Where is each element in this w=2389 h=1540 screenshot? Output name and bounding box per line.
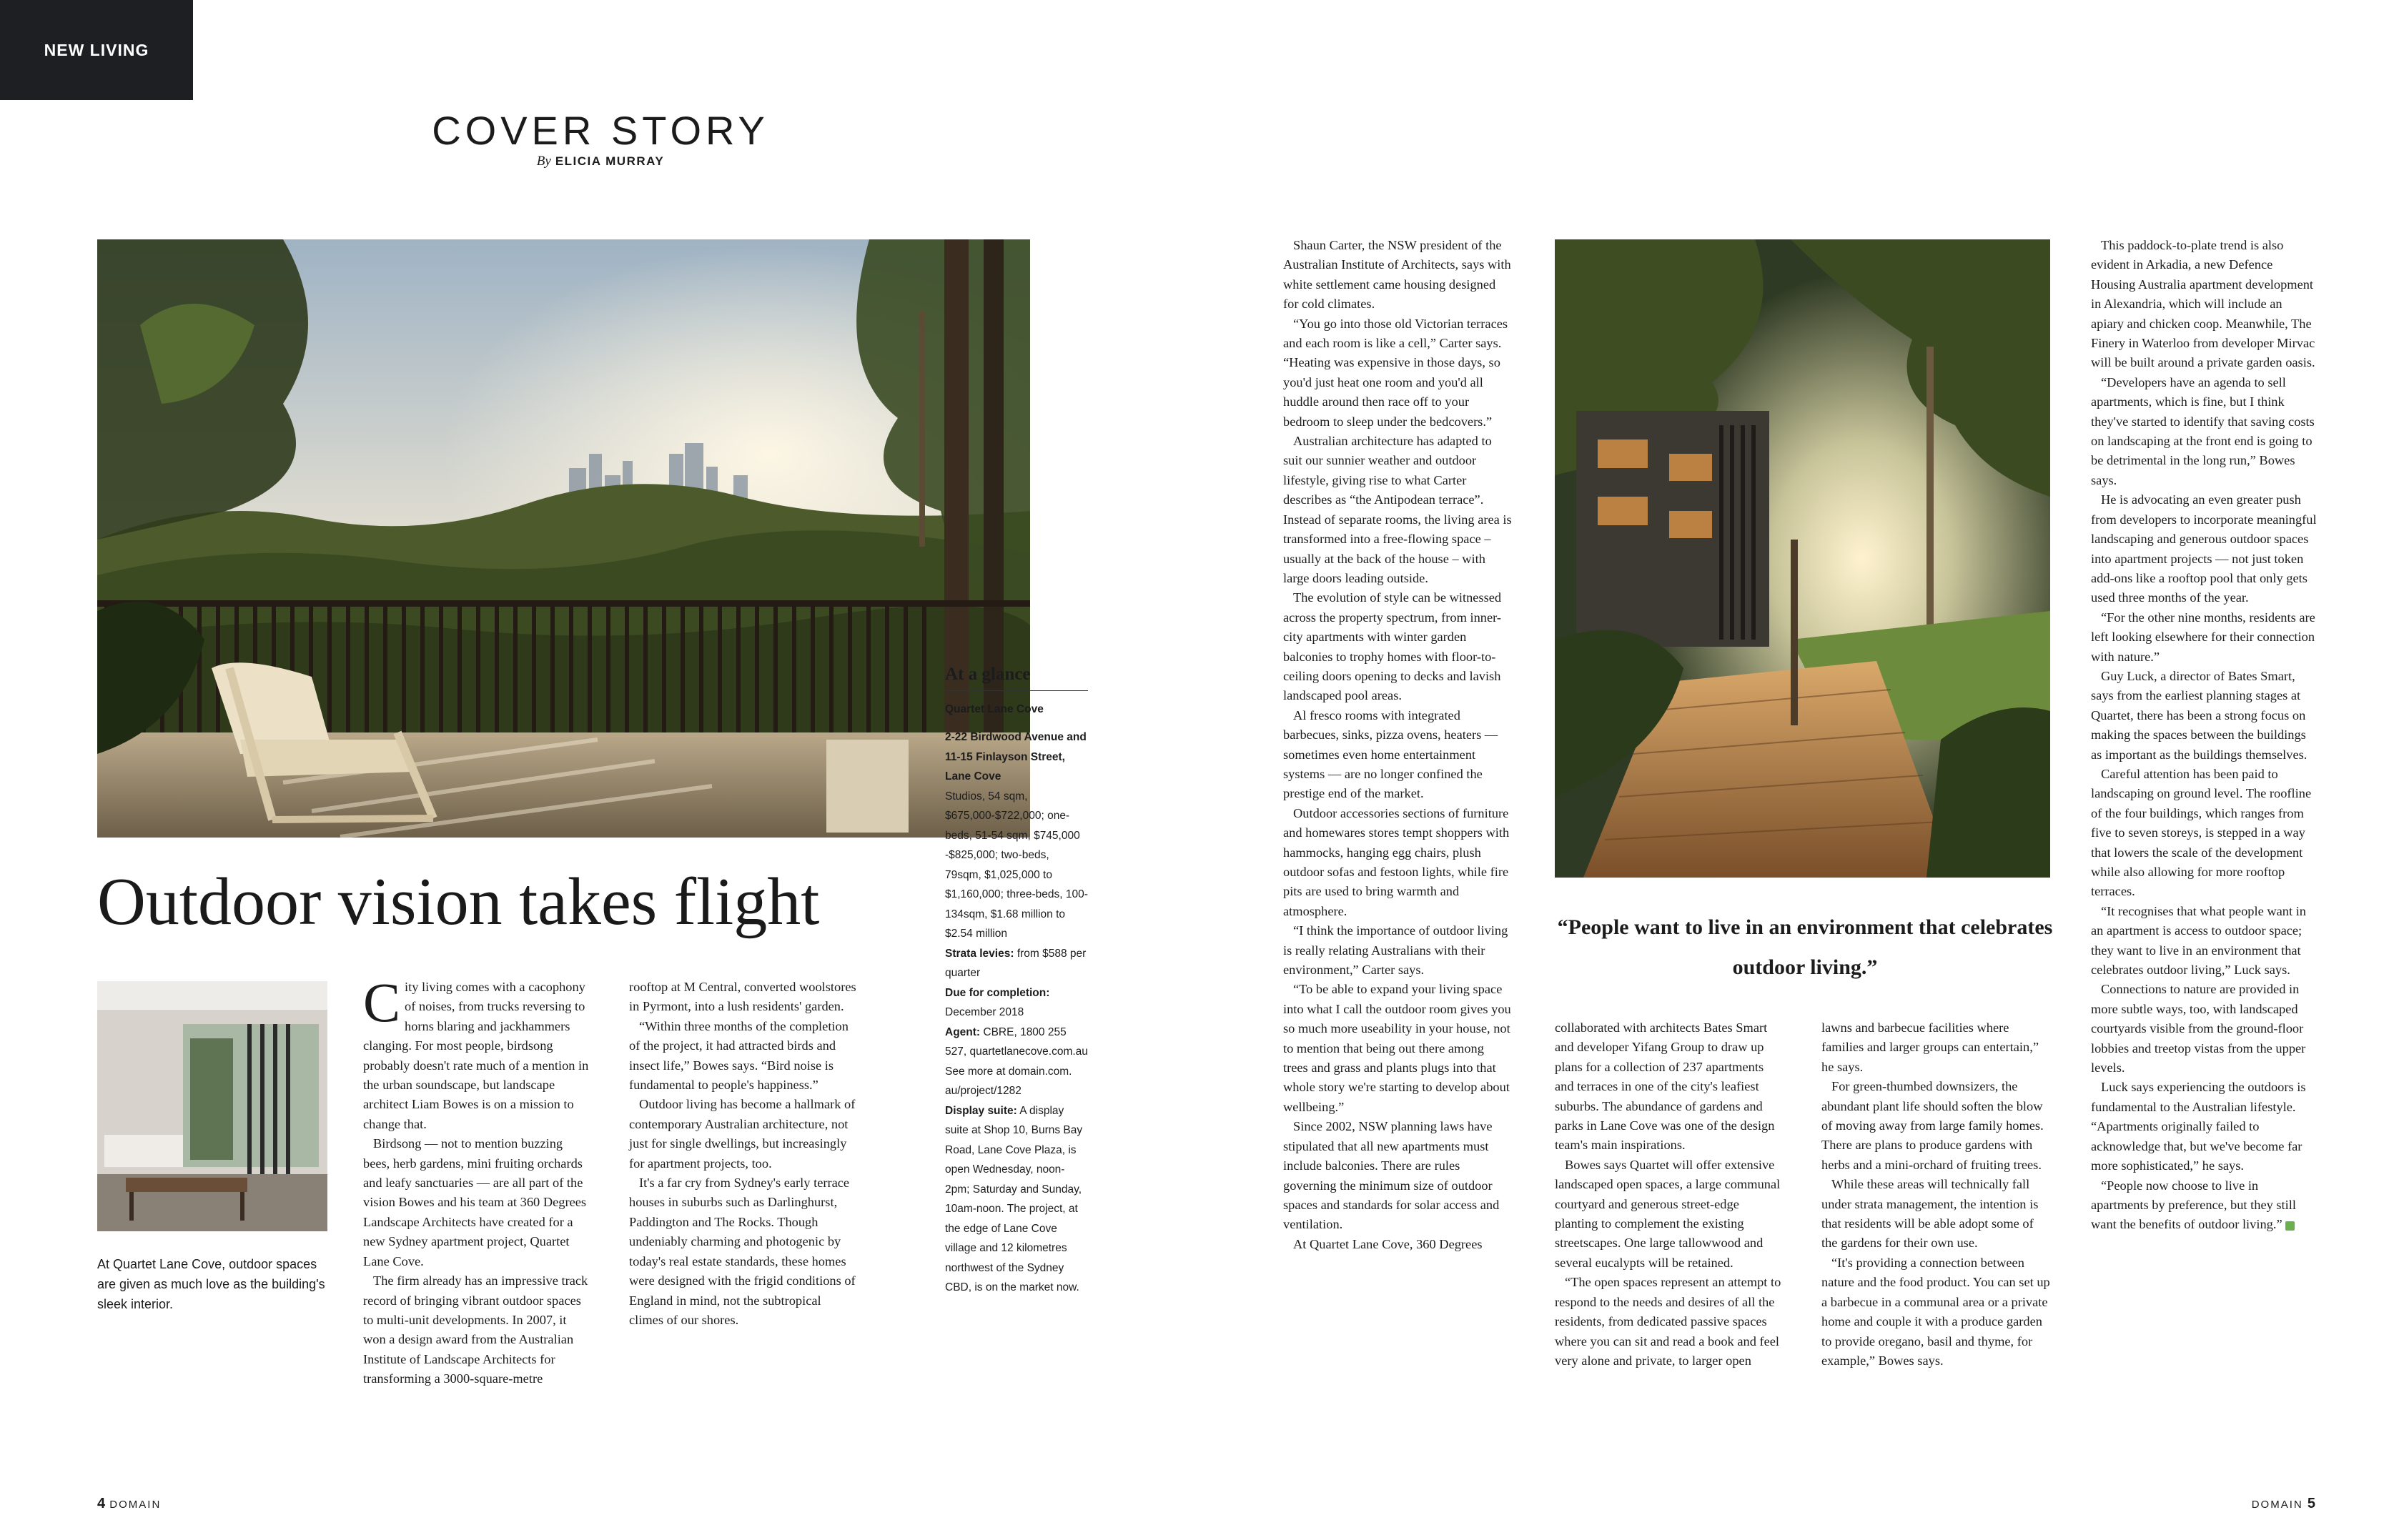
section-title: COVER STORY bbox=[432, 108, 769, 153]
paragraph bbox=[363, 971, 590, 1134]
paragraph: He is advocating an even greater push from developers to incorporate meaningful landscaping and generous outdoor spaces into apartment projects — not just token add-ons like a rooftop pool that only gets used three months of the year. bbox=[2091, 492, 2317, 605]
folio-label-left: DOMAIN bbox=[109, 1499, 162, 1511]
paragraph: “To be able to expand your living space into what I call the outdoor room gives you so much more useability in your house, not to mention that being out there among trees and grass and plants plugs into that whole story we're starting to develop about wellbeing.” bbox=[1283, 982, 1511, 1114]
agent-value: CBRE, 1800 255 527, quartetlanecove.com.au See more at domain.com. au/project/1282 bbox=[945, 1025, 1088, 1097]
paragraph: “Developers have an agenda to sell apartments, which is fine, but I think they've started to identify that saving costs on landscaping at the front end is going to be detrimental in the long run,” Bowes says. bbox=[2091, 374, 2315, 487]
garden-photo bbox=[1555, 239, 2050, 878]
paragraph: Careful attention has been paid to landscaping on ground level. The roofline of the four buildings, which ranges from five to seven storeys, is stepped in a way that lowers the scale of the development while also allowing for more rooftop terraces. bbox=[2091, 766, 2312, 899]
display-value: A display suite at Shop 10, Burns Bay Road, Lane Cove Plaza, is open Wednesday, noon-2pm; Saturday and Sunday, 10am-noon. The project, at the edge of Lane Cove village and 12 kilometres northwest of the Sydney CBD, is on the market now. bbox=[945, 1104, 1083, 1293]
paragraph: Shaun Carter, the NSW president of the Australian Institute of Architects, says with white settlement came housing designed for cold climates. bbox=[1283, 238, 1511, 312]
paragraph: “The open spaces represent an attempt to respond to the needs and desires of all the residents, from dedicated passive spaces where you can sit and read a book and feel very alone and private, to larger open bbox=[1555, 1275, 1781, 1368]
folio-label-right: DOMAIN bbox=[2251, 1499, 2303, 1511]
due-label: Due for completion: bbox=[945, 986, 1050, 999]
paragraph: Birdsong — not to mention buzzing bees, herb gardens, mini fruiting orchards and leafy sanctuaries — are all part of the vision Bowes and his team at 360 Degrees Landscape Architects have created for a new Sydney apartment project, Quartet Lane Cove. bbox=[363, 1136, 587, 1268]
photo-caption: At Quartet Lane Cove, outdoor spaces are given as much love as the building's sleek interior. bbox=[97, 1257, 325, 1311]
paragraph: While these areas will technically fall under strata management, the intention is that residents will be able adopt some of the gardens for their own use. bbox=[1821, 1177, 2039, 1251]
paragraph bbox=[2091, 1176, 2318, 1235]
glance-agent bbox=[945, 1023, 1088, 1101]
paragraph: “For the other nine months, residents are left looking elsewhere for their connection with nature.” bbox=[2091, 610, 2315, 664]
paragraph: The evolution of style can be witnessed across the property spectrum, from inner-city apartments with winter garden balconies to trophy homes with floor-to-ceiling doors opening to decks and lavish landscaped pool areas. bbox=[1283, 590, 1502, 703]
body-column-5 bbox=[1821, 1018, 2050, 1371]
hero-photo bbox=[97, 239, 1030, 838]
paragraph: At Quartet Lane Cove, 360 Degrees bbox=[1293, 1236, 1483, 1251]
folio-left bbox=[97, 1496, 161, 1512]
glance-project: Quartet Lane Cove bbox=[945, 702, 1044, 715]
paragraph: This paddock-to-plate trend is also evident in Arkadia, a new Defence Housing Australia apartment development in Alexandria, which will include an apiary and chicken coop. Meanwhile, The Finery in Waterloo from developer Mirvac will be built around a private garden oasis. bbox=[2091, 238, 2315, 370]
paragraph: “It's providing a connection between nature and the food product. You can set up a barbecue in a communal area or a private home and couple it with a produce garden to provide oregano, basil and thyme, for example,” Bowes says. bbox=[1821, 1255, 2050, 1368]
paragraph: Outdoor accessories sections of furniture and homewares stores tempt shoppers with hammocks, hanging egg chairs, plush outdoor sofas and festoon lights, while fire pits are used to bring warmth and atmosphere. bbox=[1283, 805, 1510, 918]
paragraph: Australian architecture has adapted to suit our sunnier weather and outdoor lifestyle, giving rise to what Carter describes as “the Antipodean terrace”. Instead of separate rooms, the living area is transformed into a free-flowing space – usually at the back of the house – with large doors leading outside. bbox=[1283, 434, 1512, 585]
glance-display bbox=[945, 1101, 1088, 1298]
paragraph: Luck says experiencing the outdoors is fundamental to the Australian lifestyle. “Apartments originally failed to acknowledge that, but we've become far more sophisticated,” he says. bbox=[2091, 1080, 2306, 1173]
paragraph: Outdoor living has become a hallmark of contemporary Australian architecture, not just for single dwellings, but increasingly for apartment projects, too. bbox=[629, 1097, 856, 1171]
paragraph-text: “People now choose to live in apartments by preference, but they still want the benefits of outdoor living.” bbox=[2091, 1178, 2296, 1232]
drop-cap: C bbox=[363, 971, 401, 1033]
display-label: Display suite: bbox=[945, 1104, 1017, 1117]
interior-photo bbox=[97, 981, 327, 1231]
paragraph: Guy Luck, a director of Bates Smart, says from the earliest planning stages at Quartet, there has been a strong focus on making the spaces between the buildings as important as the buildings themselves. bbox=[2091, 668, 2308, 762]
paragraph: collaborated with architects Bates Smart and developer Yifang Group to draw up plans for a collection of 237 apartments and terraces in one of the city's leafiest suburbs. The abundance of gardens and parks in Lane Cove was one of the design team's main inspirations. bbox=[1555, 1020, 1775, 1153]
paragraph: rooftop at M Central, converted woolstores in Pyrmont, into a lush residents' garden. bbox=[629, 980, 856, 1014]
paragraph: Bowes says Quartet will offer extensive landscaped open spaces, a large communal courtyard and generous street-edge planting to complement the existing streetscapes. One large tallowwood and several eucalypts will be retained. bbox=[1555, 1157, 1781, 1270]
paragraph: “I think the importance of outdoor living is really relating Australians with their environment,” Carter says. bbox=[1283, 923, 1508, 978]
folio-right bbox=[2252, 1496, 2315, 1512]
paragraph: It's a far cry from Sydney's early terrace houses in suburbs such as Darlinghurst, Paddington and The Rocks. Though undeniably charming and photogenic by today's real estate standards, these homes were designed with the frigid conditions of England in mind, not the subtropical climes of our shores. bbox=[629, 1176, 856, 1327]
body-column-1 bbox=[363, 971, 590, 1389]
paragraph: Since 2002, NSW planning laws have stipulated that all new apartments must include balconies. There are rules governing the minimum size of outdoor spaces and standards for solar access and ventilation. bbox=[1283, 1119, 1500, 1232]
glance-due bbox=[945, 983, 1088, 1023]
glance-title: At a glance bbox=[945, 665, 1088, 691]
paragraph: For green-thumbed downsizers, the abundant plant life should soften the blow of moving away from large family homes. There are plans to produce gardens with herbs and a mini-orchard of fruiting trees. bbox=[1821, 1079, 2044, 1172]
agent-label: Agent: bbox=[945, 1025, 981, 1038]
paragraph: “It recognises that what people want in an apartment is access to outdoor space; they want to live in an environment that celebrates outdoor living,” Luck says. bbox=[2091, 903, 2307, 978]
byline-author: ELICIA MURRAY bbox=[555, 154, 665, 168]
strata-value: from $588 per quarter bbox=[945, 947, 1087, 979]
glance-details: Studios, 54 sqm, $675,000-$722,000; one-beds, 51-54 sqm, $745,000 -$825,000; two-beds, 79sqm, $1,025,000 to $1,160,000; three-beds, 100-134sqm, $1.68 million to $2.54 million bbox=[945, 790, 1088, 940]
paragraph: Connections to nature are provided in more subtle ways, too, with landscaped courtyards visible from the ground-floor lobbies and treetop vistas from the upper levels. bbox=[2091, 982, 2306, 1075]
body-column-6 bbox=[2091, 236, 2318, 1235]
end-mark-icon bbox=[2285, 1221, 2295, 1231]
paragraph: lawns and barbecue facilities where families and larger groups can entertain,” he says. bbox=[1821, 1020, 2039, 1074]
strata-label: Strata levies: bbox=[945, 947, 1014, 960]
section-tag: NEW LIVING bbox=[0, 0, 193, 100]
body-column-4 bbox=[1555, 1018, 1782, 1371]
paragraph: “Within three months of the completion of the project, it had attracted birds and insect life,” Bowes says. “Bird noise is fundamental to people's happiness.” bbox=[629, 1018, 849, 1093]
due-value: December 2018 bbox=[945, 1006, 1024, 1018]
headline: Outdoor vision takes flight bbox=[97, 865, 820, 939]
body-column-2 bbox=[629, 978, 856, 1330]
paragraph: The firm already has an impressive track record of bringing vibrant outdoor spaces to multi-unit developments. In 2007, it won a design award from the Australian Institute of Landscape Architects for transforming a 3000-square-metre bbox=[363, 1273, 588, 1386]
pull-quote: “People want to live in an environment that celebrates outdoor living.” bbox=[1557, 915, 2053, 979]
byline-by: By bbox=[536, 154, 551, 169]
page-number-right: 5 bbox=[2307, 1496, 2315, 1511]
page-number-left: 4 bbox=[97, 1496, 106, 1511]
glance-address: 2-22 Birdwood Avenue and 11-15 Finlayson Street, Lane Cove bbox=[945, 731, 1087, 783]
byline bbox=[357, 154, 844, 169]
body-column-3 bbox=[1283, 236, 1512, 1254]
at-a-glance-box bbox=[945, 665, 1088, 1298]
glance-strata bbox=[945, 944, 1088, 983]
paragraph-text: ity living comes with a cacophony of noises, from trucks reversing to horns blaring and jackhammers clanging. For most people, birdsong probably doesn't rate much of a mention in the urban soundscape, but landscape architect Liam Bowes is on a mission to change that. bbox=[363, 980, 589, 1131]
paragraph: Al fresco rooms with integrated barbecues, sinks, pizza ovens, heaters — sometimes even home entertainment systems — are no longer confined the prestige end of the market. bbox=[1283, 707, 1498, 801]
paragraph: “You go into those old Victorian terraces and each room is like a cell,” Carter says. “Heating was expensive in those days, so you'd just heat one room and you'd all huddle around then race off to your bedroom to sleep under the bedcovers.” bbox=[1283, 316, 1508, 429]
